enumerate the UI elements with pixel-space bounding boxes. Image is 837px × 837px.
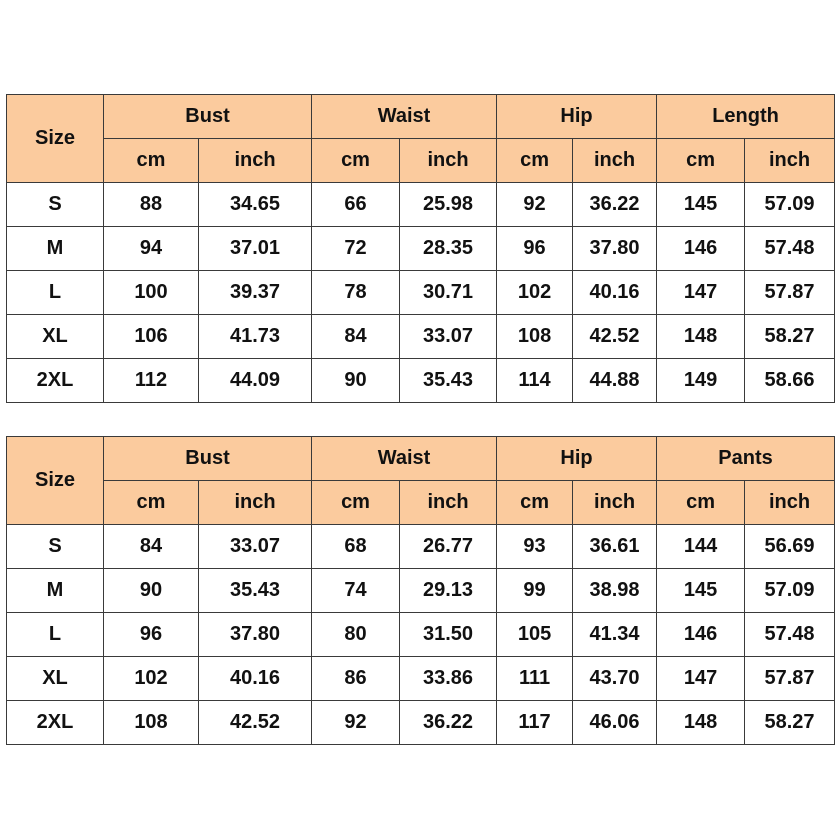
header-row-units [7, 139, 835, 183]
measurement-cell: 146 [657, 227, 745, 271]
size-cell: S [7, 183, 104, 227]
size-table-1 [6, 94, 835, 403]
measurement-cell: 80 [312, 613, 400, 657]
group-header-hip: Hip [497, 95, 657, 139]
measurement-cell: 37.01 [199, 227, 312, 271]
size-header: Size [7, 437, 104, 525]
measurement-cell: 99 [497, 569, 573, 613]
size-cell: L [7, 271, 104, 315]
measurement-cell: 43.70 [573, 657, 657, 701]
size-header: Size [7, 95, 104, 183]
measurement-cell: 88 [104, 183, 199, 227]
measurement-cell: 146 [657, 613, 745, 657]
measurement-cell: 42.52 [199, 701, 312, 745]
unit-header-inch: inch [199, 481, 312, 525]
table-row [7, 271, 835, 315]
unit-header-inch: inch [745, 139, 835, 183]
measurement-cell: 100 [104, 271, 199, 315]
measurement-cell: 78 [312, 271, 400, 315]
measurement-cell: 35.43 [199, 569, 312, 613]
measurement-cell: 57.87 [745, 657, 835, 701]
measurement-cell: 37.80 [199, 613, 312, 657]
table-row [7, 613, 835, 657]
size-cell: M [7, 569, 104, 613]
unit-header-inch: inch [199, 139, 312, 183]
unit-header-cm: cm [104, 139, 199, 183]
unit-header-inch: inch [400, 481, 497, 525]
measurement-cell: 25.98 [400, 183, 497, 227]
measurement-cell: 58.66 [745, 359, 835, 403]
table-row [7, 657, 835, 701]
measurement-cell: 86 [312, 657, 400, 701]
measurement-cell: 145 [657, 183, 745, 227]
unit-header-cm: cm [497, 481, 573, 525]
table-row [7, 701, 835, 745]
unit-header-inch: inch [573, 139, 657, 183]
table-row [7, 183, 835, 227]
measurement-cell: 96 [104, 613, 199, 657]
size-cell: XL [7, 657, 104, 701]
measurement-cell: 72 [312, 227, 400, 271]
header-row-units [7, 481, 835, 525]
measurement-cell: 147 [657, 271, 745, 315]
table-row [7, 315, 835, 359]
measurement-cell: 42.52 [573, 315, 657, 359]
measurement-cell: 108 [104, 701, 199, 745]
measurement-cell: 147 [657, 657, 745, 701]
group-header-pants: Pants [657, 437, 835, 481]
measurement-cell: 112 [104, 359, 199, 403]
measurement-cell: 36.22 [573, 183, 657, 227]
measurement-cell: 106 [104, 315, 199, 359]
measurement-cell: 68 [312, 525, 400, 569]
measurement-cell: 33.07 [400, 315, 497, 359]
measurement-cell: 93 [497, 525, 573, 569]
measurement-cell: 28.35 [400, 227, 497, 271]
measurement-cell: 149 [657, 359, 745, 403]
measurement-cell: 58.27 [745, 315, 835, 359]
measurement-cell: 102 [104, 657, 199, 701]
measurement-cell: 114 [497, 359, 573, 403]
measurement-cell: 94 [104, 227, 199, 271]
measurement-cell: 44.88 [573, 359, 657, 403]
unit-header-cm: cm [657, 139, 745, 183]
measurement-cell: 66 [312, 183, 400, 227]
table-row [7, 359, 835, 403]
group-header-bust: Bust [104, 95, 312, 139]
table-row [7, 525, 835, 569]
measurement-cell: 41.73 [199, 315, 312, 359]
measurement-cell: 30.71 [400, 271, 497, 315]
measurement-cell: 38.98 [573, 569, 657, 613]
size-cell: XL [7, 315, 104, 359]
measurement-cell: 108 [497, 315, 573, 359]
measurement-cell: 74 [312, 569, 400, 613]
unit-header-inch: inch [573, 481, 657, 525]
measurement-cell: 29.13 [400, 569, 497, 613]
measurement-cell: 84 [104, 525, 199, 569]
measurement-cell: 46.06 [573, 701, 657, 745]
measurement-cell: 39.37 [199, 271, 312, 315]
group-header-waist: Waist [312, 437, 497, 481]
measurement-cell: 57.48 [745, 227, 835, 271]
group-header-hip: Hip [497, 437, 657, 481]
measurement-cell: 40.16 [199, 657, 312, 701]
measurement-cell: 56.69 [745, 525, 835, 569]
measurement-cell: 40.16 [573, 271, 657, 315]
unit-header-cm: cm [657, 481, 745, 525]
size-cell: M [7, 227, 104, 271]
measurement-cell: 36.22 [400, 701, 497, 745]
group-header-bust: Bust [104, 437, 312, 481]
unit-header-cm: cm [497, 139, 573, 183]
unit-header-cm: cm [312, 481, 400, 525]
measurement-cell: 58.27 [745, 701, 835, 745]
group-header-waist: Waist [312, 95, 497, 139]
measurement-cell: 36.61 [573, 525, 657, 569]
measurement-cell: 31.50 [400, 613, 497, 657]
measurement-cell: 145 [657, 569, 745, 613]
measurement-cell: 33.07 [199, 525, 312, 569]
measurement-cell: 96 [497, 227, 573, 271]
measurement-cell: 148 [657, 701, 745, 745]
measurement-cell: 57.87 [745, 271, 835, 315]
measurement-cell: 92 [497, 183, 573, 227]
measurement-cell: 90 [104, 569, 199, 613]
group-header-length: Length [657, 95, 835, 139]
measurement-cell: 117 [497, 701, 573, 745]
measurement-cell: 35.43 [400, 359, 497, 403]
measurement-cell: 44.09 [199, 359, 312, 403]
measurement-cell: 144 [657, 525, 745, 569]
unit-header-cm: cm [104, 481, 199, 525]
unit-header-inch: inch [745, 481, 835, 525]
size-cell: S [7, 525, 104, 569]
size-table-2 [6, 436, 835, 745]
measurement-cell: 26.77 [400, 525, 497, 569]
table-row [7, 227, 835, 271]
measurement-cell: 34.65 [199, 183, 312, 227]
size-cell: 2XL [7, 359, 104, 403]
measurement-cell: 37.80 [573, 227, 657, 271]
measurement-cell: 41.34 [573, 613, 657, 657]
table-row [7, 569, 835, 613]
measurement-cell: 90 [312, 359, 400, 403]
measurement-cell: 33.86 [400, 657, 497, 701]
measurement-cell: 84 [312, 315, 400, 359]
size-cell: L [7, 613, 104, 657]
header-row-groups [7, 437, 835, 481]
unit-header-inch: inch [400, 139, 497, 183]
measurement-cell: 102 [497, 271, 573, 315]
size-cell: 2XL [7, 701, 104, 745]
measurement-cell: 105 [497, 613, 573, 657]
measurement-cell: 57.48 [745, 613, 835, 657]
measurement-cell: 111 [497, 657, 573, 701]
measurement-cell: 57.09 [745, 183, 835, 227]
unit-header-cm: cm [312, 139, 400, 183]
measurement-cell: 148 [657, 315, 745, 359]
measurement-cell: 92 [312, 701, 400, 745]
header-row-groups [7, 95, 835, 139]
measurement-cell: 57.09 [745, 569, 835, 613]
